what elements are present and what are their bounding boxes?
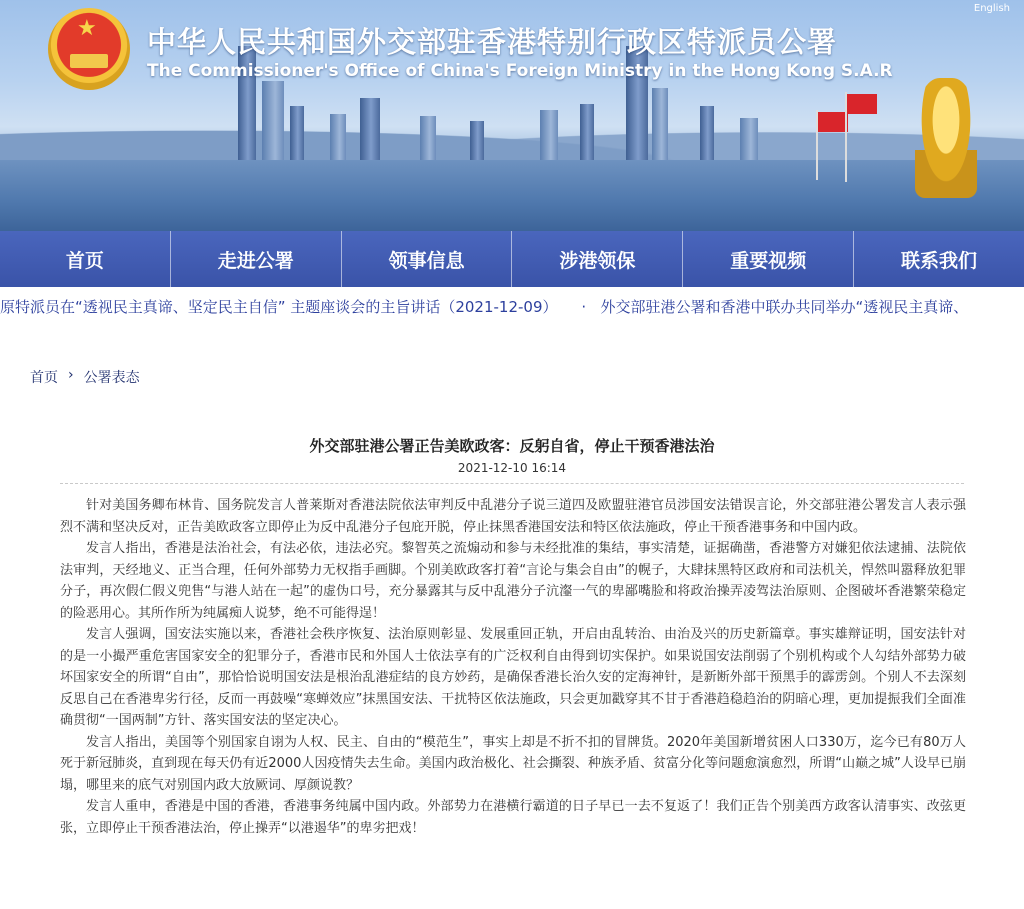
national-emblem-icon	[48, 8, 130, 90]
chevron-right-icon: ›	[68, 367, 74, 383]
news-ticker	[0, 294, 1024, 320]
main-nav	[0, 231, 1024, 287]
nav-item-home[interactable]: 首页	[65, 249, 104, 272]
breadcrumb-section-link[interactable]: 公署表态	[83, 370, 140, 386]
article-paragraph: 发言人指出，美国等个别国家自诩为人权、民主、自由的“模范生”，事实上却是不折不扣的冒牌货。2020年美国新增贫困人口330万，迄今已有80万人死于新冠肺炎，直到现在每天仍有近2000人因疫情失去生命。美国内政治极化、社会撕裂、种族矛盾、贫富分化等问题愈演愈烈，所谓“山巅之城”人设早已崩塌，哪里来的底气对别国内政大放厥词、厚颜说教？	[60, 734, 966, 793]
ticker-separator: ·	[581, 298, 587, 316]
golden-bauhinia-icon	[915, 78, 977, 198]
harbour-water	[0, 160, 1024, 231]
article-paragraph: 发言人指出，香港是法治社会，有法必依，违法必究。黎智英之流煽动和参与未经批准的集结，事实清楚，证据确凿，香港警方对嫌犯依法逮捕、法院依法审判，天经地义、正当合理，任何外部势力无权指手画脚。个别美欧政客打着“言论与集会自由”的幌子，大肆抹黑特区政府和司法机关，悍然叫嚣释放犯罪分子，再次假仁假义兜售“与港人站在一起”的虚伪口号，充分暴露其与反中乱港分子沆瀣一气的卑鄙嘴脸和将政治操弄凌驾法治原则、企图破坏香港繁荣稳定的险恶用心。其所作所为纯属痴人说梦，绝不可能得逞！	[60, 541, 966, 621]
divider	[60, 483, 964, 484]
emblem-tiananmen-icon	[70, 54, 108, 68]
nav-item-videos[interactable]: 重要视频	[682, 231, 853, 287]
article-paragraph: 发言人重申，香港是中国的香港，香港事务纯属中国内政。外部势力在港横行霸道的日子早已一去不复返了！我们正告个别美西方政客认清事实、改弦更张，立即停止干预香港法治，停止操弄“以港遏华”的卑劣把戏！	[60, 799, 966, 836]
nav-item-protection[interactable]: 涉港领保	[511, 231, 682, 287]
breadcrumb	[30, 367, 140, 387]
hk-flag-icon	[818, 112, 848, 132]
site-title-en: The Commissioner's Office of China's Foreign Ministry in the Hong Kong S.A.R	[147, 61, 893, 81]
english-link[interactable]: English	[973, 3, 1010, 14]
china-flag-icon	[847, 94, 877, 114]
nav-item-about[interactable]: 走进公署	[170, 231, 341, 287]
nav-item-consular[interactable]: 领事信息	[341, 231, 512, 287]
site-title-cn: 中华人民共和国外交部驻香港特别行政区特派员公署	[147, 25, 838, 59]
banner-hills	[0, 105, 1024, 165]
nav-item-contact[interactable]: 联系我们	[853, 231, 1024, 287]
article-paragraph: 针对美国务卿布林肯、国务院发言人普莱斯对香港法院依法审判反中乱港分子说三道四及欧盟驻港官员涉国安法错误言论，外交部驻港公署发言人表示强烈不满和坚决反对，正告美欧政客立即停止为反中乱港分子包庇开脱，停止抹黑香港国安法和特区依法施政，停止干预香港事务和中国内政。	[60, 498, 966, 535]
emblem-star-icon: ★	[77, 16, 97, 41]
ticker-item[interactable]: 原特派员在“透视民主真谛、坚定民主自信” 主题座谈会的主旨讲话（2021-12-09）	[0, 298, 558, 316]
article-body	[60, 495, 966, 839]
article-date: 2021-12-10 16:14	[457, 461, 567, 475]
breadcrumb-home-link[interactable]: 首页	[30, 370, 58, 386]
ticker-item[interactable]: 外交部驻港公署和香港中联办共同举办“透视民主真谛、	[600, 298, 969, 316]
article-paragraph: 发言人强调，国安法实施以来，香港社会秩序恢复、法治原则彰显、发展重回正轨，开启由乱转治、由治及兴的历史新篇章。事实雄辩证明，国安法针对的是一小撮严重危害国家安全的犯罪分子，香港市民和外国人士依法享有的广泛权利自由得到切实保护。如果说国安法削弱了个别机构或个人勾结外部势力破坏国家安全的所谓“自由”，那恰恰说明国安法是根治乱港症结的良方妙药，是确保香港长治久安的定海神针，是新断外部干预黑手的霹雳剑。个别人不去深刻反思自己在香港卑劣行径，反而一再鼓噪“寒蝉效应”抹黑国安法、干扰特区依法施政，只会更加戳穿其不甘于香港趋稳趋治的阴暗心理，更加提振我们全面准确贯彻“一国两制”方针、落实国安法的坚定决心。	[60, 627, 966, 728]
header-banner	[0, 0, 1024, 231]
article-title: 外交部驻港公署正告美欧政客：反躬自省，停止干预香港法治	[309, 437, 715, 455]
